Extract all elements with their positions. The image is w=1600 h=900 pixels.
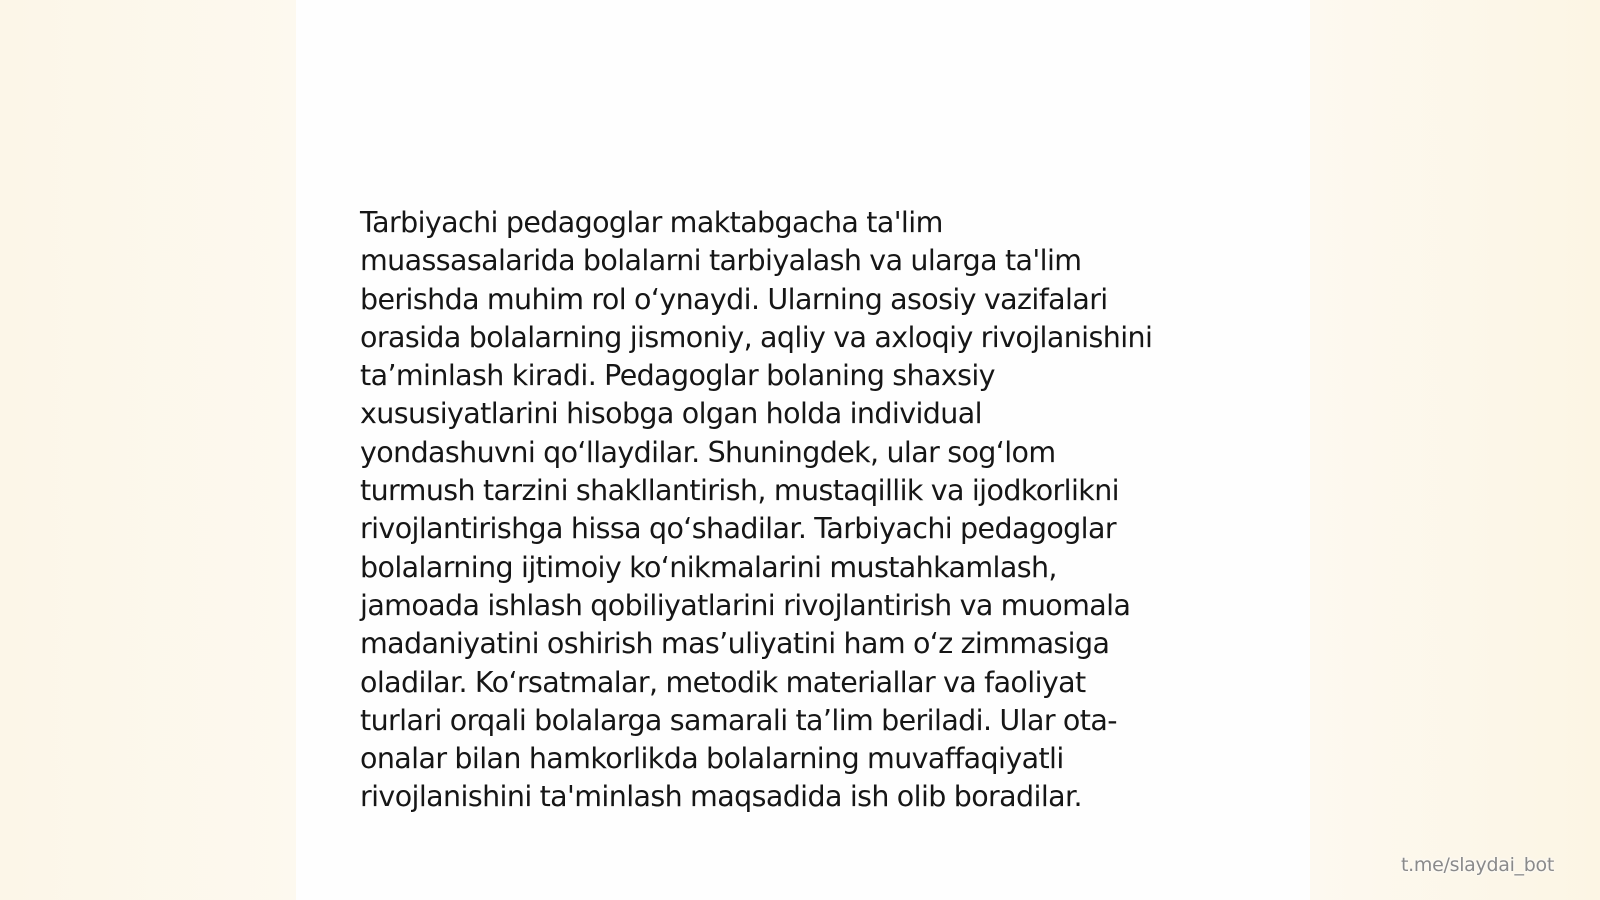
background-right-margin (1310, 0, 1600, 900)
text-line: berishda muhim rol o‘ynaydi. Ularning asosiy vazifalari (360, 282, 1108, 316)
watermark-text: t.me/slaydai_bot (1401, 854, 1554, 876)
slide-body-text (360, 204, 1240, 817)
background-left-margin (0, 0, 296, 900)
text-line: Tarbiyachi pedagoglar maktabgacha ta'lim (360, 206, 943, 239)
text-line: turmush tarzini shakllantirish, mustaqillik va ijodkorlikni (360, 474, 1119, 508)
text-line: rivojlantirishga hissa qo‘shadilar. Tarbiyachi pedagoglar (360, 512, 1116, 546)
text-line: ta’minlash kiradi. Pedagoglar bolaning shaxsiy (360, 359, 995, 393)
text-line: bolalarning ijtimoiy ko‘nikmalarini mustahkamlash, (360, 550, 1057, 584)
text-line: turlari orqali bolalarga samarali ta’lim beriladi. Ular ota- (360, 703, 1117, 737)
text-line: onalar bilan hamkorlikda bolalarning muvaffaqiyatli (360, 742, 1064, 776)
text-line: xususiyatlarini hisobga olgan holda individual (360, 397, 982, 431)
text-line: orasida bolalarning jismoniy, aqliy va axloqiy rivojlanishini (360, 320, 1153, 354)
text-line: jamoada ishlash qobiliyatlarini rivojlantirish va muomala (360, 588, 1131, 622)
text-line: oladilar. Ko‘rsatmalar, metodik materiallar va faoliyat (360, 665, 1086, 699)
text-line: madaniyatini oshirish mas’uliyatini ham o‘z zimmasiga (360, 627, 1110, 661)
text-line: rivojlanishini ta'minlash maqsadida ish olib boradilar. (360, 780, 1082, 814)
text-line: muassasalarida bolalarni tarbiyalash va ularga ta'lim (360, 244, 1082, 278)
text-line: yondashuvni qo‘llaydilar. Shuningdek, ular sog‘lom (360, 435, 1056, 469)
